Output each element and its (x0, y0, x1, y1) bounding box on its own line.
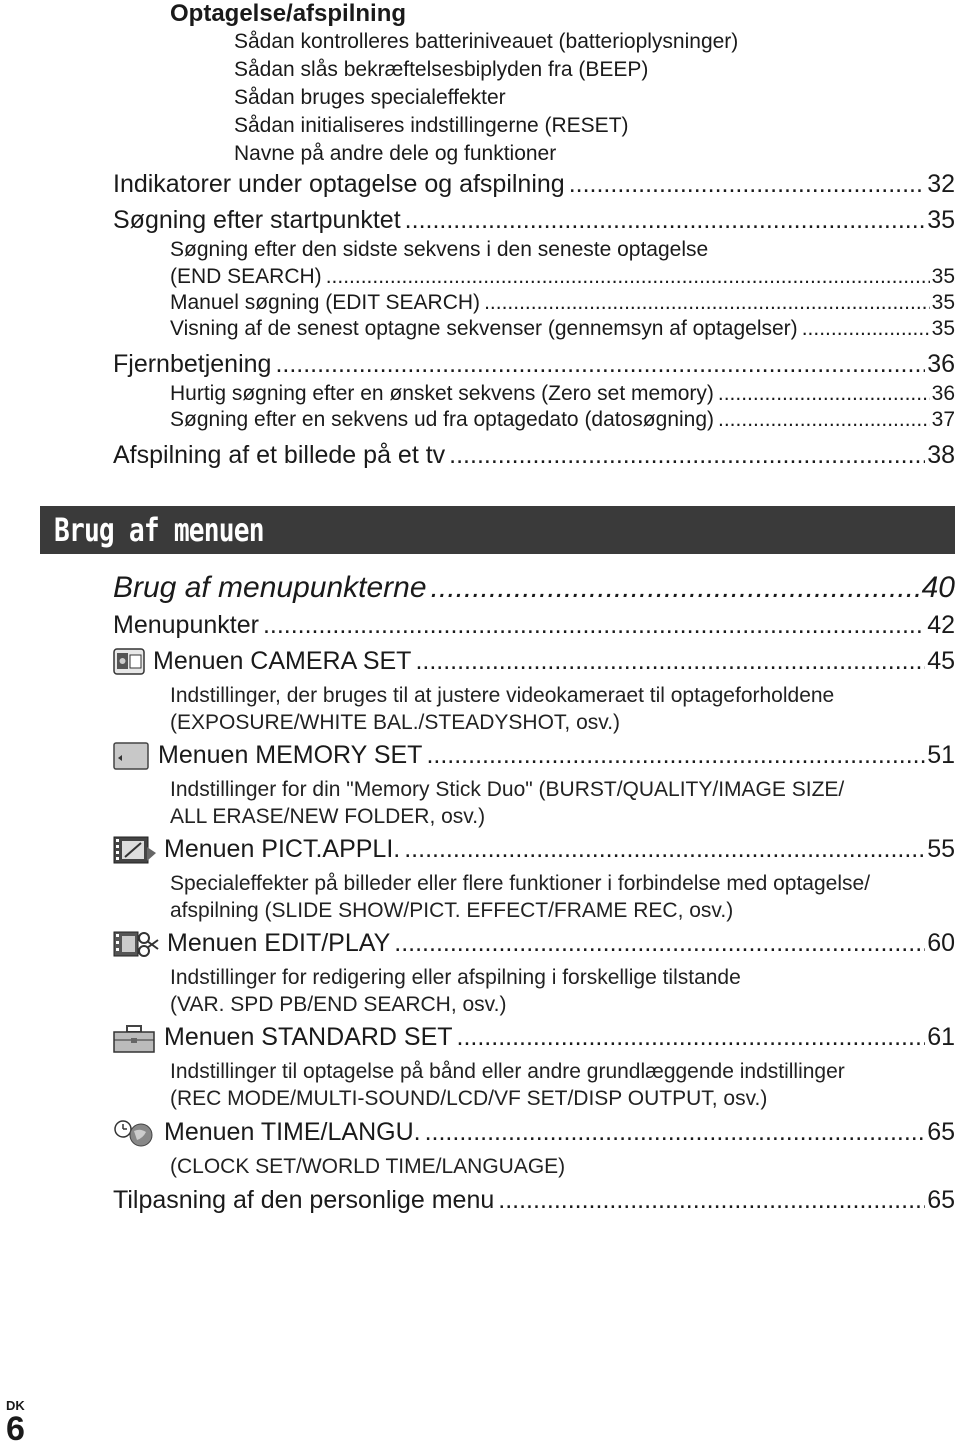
toc-page: 60 (927, 929, 955, 957)
sub-line: Navne på andre dele og funktioner (234, 142, 557, 165)
toc-title: Fjernbetjening (113, 350, 272, 378)
toc-entry[interactable] (170, 408, 955, 432)
toc-entry[interactable] (113, 350, 955, 379)
toc-title: Menupunkter (113, 611, 259, 639)
menu-description: (CLOCK SET/WORLD TIME/LANGUAGE) (170, 1155, 566, 1178)
toc-page: 32 (927, 170, 955, 198)
toc-entry[interactable] (164, 1023, 955, 1052)
toc-title: Menuen EDIT/PLAY (167, 929, 391, 957)
toc-title: Hurtig søgning efter en ønsket sekvens (Zero set memory) (170, 382, 714, 405)
toc-title: Menuen STANDARD SET (164, 1023, 453, 1051)
toc-entry[interactable] (113, 441, 955, 470)
toc-page: 38 (927, 441, 955, 469)
clock-globe-icon (113, 1118, 155, 1148)
menu-description: Specialeffekter på billeder eller flere funktioner i forbindelse med optagelse/ afspilning (SLIDE SHOW/PICT. EFFECT/FRAME REC, osv.) (170, 872, 871, 922)
toc-title: Søgning efter en sekvens ud fra optagedato (datosøgning) (170, 408, 715, 431)
toc-title: Manuel søgning (EDIT SEARCH) (170, 291, 481, 314)
toc-page: 42 (927, 611, 955, 639)
toc-page: 35 (931, 317, 955, 340)
page-number: 6 (6, 1410, 25, 1448)
toc-page: 35 (931, 265, 955, 288)
toc-page: 40 (921, 571, 955, 604)
toc-entry[interactable] (113, 170, 955, 199)
section-banner (40, 506, 955, 554)
banner-title: Brug af menuen (54, 511, 264, 549)
sub-line: Sådan slås bekræftelsesbiplyden fra (BEEP) (234, 58, 649, 81)
menu-description: Indstillinger for redigering eller afspilning i forskellige tilstande (VAR. SPD PB/END SEARCH, osv.) (170, 966, 741, 1016)
toc-entry[interactable] (113, 611, 955, 640)
memory-stick-icon (113, 742, 149, 770)
toc-entry[interactable] (170, 317, 955, 341)
toc-entry[interactable] (158, 741, 955, 770)
edit-play-icon (113, 929, 159, 959)
toc-title: Indikatorer under optagelse og afspilning (113, 170, 565, 198)
toc-title: Afspilning af et billede på et tv (113, 441, 446, 469)
toc-entry[interactable] (170, 291, 955, 315)
toc-entry[interactable] (113, 571, 955, 605)
toc-title: Søgning efter startpunktet (113, 206, 401, 234)
toc-page: 55 (927, 835, 955, 863)
toc-title: Brug af menupunkterne (113, 571, 427, 604)
toc-page: 36 (927, 350, 955, 378)
toc-title: Menuen CAMERA SET (153, 647, 412, 675)
toc-page: 61 (927, 1023, 955, 1051)
toc-entry[interactable] (167, 929, 955, 958)
menu-description: Indstillinger, der bruges til at justere videokameraet til optageforholdene (EXPOSURE/WHITE BAL./STEADYSHOT, osv.) (170, 684, 835, 734)
toc-page: 51 (927, 741, 955, 769)
toc-title: Menuen TIME/LANGU. (164, 1118, 421, 1146)
toc-entry[interactable] (170, 265, 955, 289)
toc-page: 65 (927, 1118, 955, 1146)
sub-line: Sådan bruges specialeffekter (234, 86, 506, 109)
toc-entry[interactable] (170, 382, 955, 406)
toc-page: 37 (931, 408, 955, 431)
toc-title: Menuen PICT.APPLI. (164, 835, 401, 863)
toc-entry[interactable] (113, 1186, 955, 1215)
toc-page: 45 (927, 647, 955, 675)
toc-title: (END SEARCH) (170, 265, 322, 288)
camera-icon (113, 646, 145, 676)
toc-entry[interactable] (164, 835, 955, 864)
toc-page: 36 (931, 382, 955, 405)
toc-title: Tilpasning af den personlige menu (113, 1186, 495, 1214)
toc-entry[interactable] (164, 1118, 955, 1147)
toc-title: Søgning efter den sidste sekvens i den seneste optagelse (170, 238, 709, 261)
toc-page: 35 (927, 206, 955, 234)
sub-line: Sådan initialiseres indstillingerne (RESET) (234, 114, 629, 137)
menu-description: Indstillinger for din "Memory Stick Duo" (BURST/QUALITY/IMAGE SIZE/ ALL ERASE/NEW FOLDER, osv.) (170, 778, 845, 828)
toc-entry[interactable] (113, 206, 955, 235)
toolbox-icon (113, 1024, 155, 1054)
section-heading: Optagelse/afspilning (170, 0, 407, 27)
language-code: DK (6, 1398, 25, 1413)
menu-description: Indstillinger til optagelse på bånd eller andre grundlæggende indstillinger (REC MODE/MULTI-SOUND/LCD/VF SET/DISP OUTPUT, osv.) (170, 1060, 845, 1110)
toc-entry[interactable] (153, 647, 955, 676)
toc-title: Menuen MEMORY SET (158, 741, 423, 769)
film-icon (113, 835, 157, 865)
toc-title: Visning af de senest optagne sekvenser (gennemsyn af optagelser) (170, 317, 798, 340)
toc-page: 35 (931, 291, 955, 314)
toc-page: 65 (927, 1186, 955, 1214)
sub-line: Sådan kontrolleres batteriniveauet (batterioplysninger) (234, 30, 739, 53)
